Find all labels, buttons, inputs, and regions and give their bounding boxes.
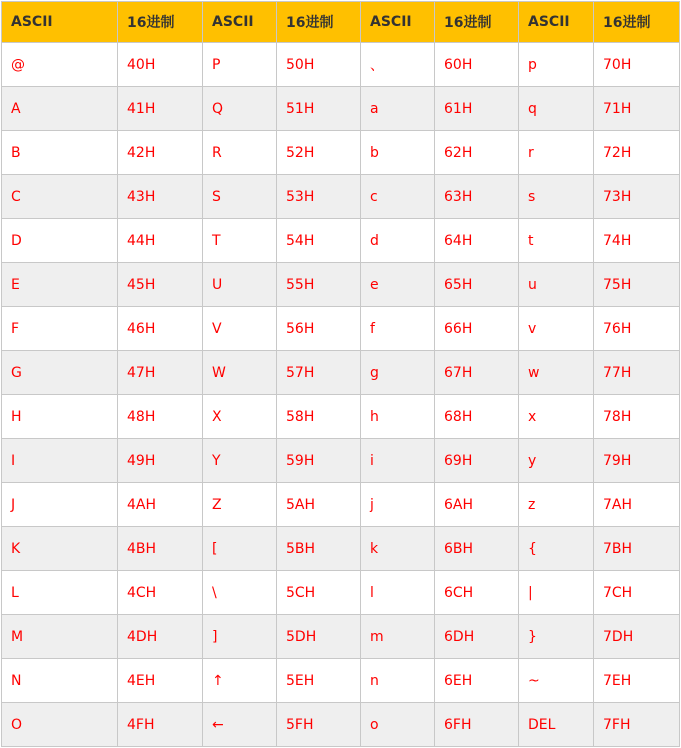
table-row bbox=[2, 263, 680, 307]
hex-code-cell: 44H bbox=[118, 219, 203, 263]
ascii-char-cell: f bbox=[361, 307, 435, 351]
hex-code-cell: 50H bbox=[277, 43, 361, 87]
ascii-char-cell: Z bbox=[203, 483, 277, 527]
ascii-char-cell: ← bbox=[203, 703, 277, 747]
hex-code-cell: 5DH bbox=[277, 615, 361, 659]
ascii-char-cell: DEL bbox=[519, 703, 594, 747]
ascii-char-cell: | bbox=[519, 571, 594, 615]
header-ascii: ASCII bbox=[361, 2, 435, 43]
ascii-char-cell: M bbox=[2, 615, 118, 659]
ascii-char-cell: x bbox=[519, 395, 594, 439]
ascii-char-cell: j bbox=[361, 483, 435, 527]
hex-code-cell: 60H bbox=[435, 43, 519, 87]
ascii-char-cell: ↑ bbox=[203, 659, 277, 703]
ascii-char-cell: m bbox=[361, 615, 435, 659]
ascii-char-cell: e bbox=[361, 263, 435, 307]
hex-code-cell: 5FH bbox=[277, 703, 361, 747]
table-row bbox=[2, 703, 680, 747]
table-row bbox=[2, 483, 680, 527]
ascii-char-cell: H bbox=[2, 395, 118, 439]
ascii-char-cell: @ bbox=[2, 43, 118, 87]
ascii-char-cell: E bbox=[2, 263, 118, 307]
ascii-char-cell: z bbox=[519, 483, 594, 527]
hex-code-cell: 43H bbox=[118, 175, 203, 219]
hex-code-cell: 6CH bbox=[435, 571, 519, 615]
ascii-char-cell: O bbox=[2, 703, 118, 747]
header-hex: 16进制 bbox=[118, 2, 203, 43]
header-ascii: ASCII bbox=[519, 2, 594, 43]
header-ascii: ASCII bbox=[2, 2, 118, 43]
ascii-hex-table bbox=[1, 1, 680, 747]
hex-code-cell: 57H bbox=[277, 351, 361, 395]
ascii-char-cell: a bbox=[361, 87, 435, 131]
ascii-char-cell: Q bbox=[203, 87, 277, 131]
hex-code-cell: 6AH bbox=[435, 483, 519, 527]
hex-code-cell: 68H bbox=[435, 395, 519, 439]
hex-code-cell: 66H bbox=[435, 307, 519, 351]
table-row bbox=[2, 351, 680, 395]
ascii-char-cell: F bbox=[2, 307, 118, 351]
ascii-char-cell: n bbox=[361, 659, 435, 703]
ascii-char-cell: r bbox=[519, 131, 594, 175]
hex-code-cell: 45H bbox=[118, 263, 203, 307]
ascii-char-cell: i bbox=[361, 439, 435, 483]
ascii-char-cell: Y bbox=[203, 439, 277, 483]
hex-code-cell: 4DH bbox=[118, 615, 203, 659]
hex-code-cell: 62H bbox=[435, 131, 519, 175]
ascii-char-cell: l bbox=[361, 571, 435, 615]
table-row bbox=[2, 307, 680, 351]
ascii-char-cell: N bbox=[2, 659, 118, 703]
hex-code-cell: 7FH bbox=[594, 703, 680, 747]
ascii-char-cell: I bbox=[2, 439, 118, 483]
table-header bbox=[2, 2, 680, 43]
ascii-char-cell: U bbox=[203, 263, 277, 307]
table-row bbox=[2, 439, 680, 483]
table-row bbox=[2, 43, 680, 87]
hex-code-cell: 64H bbox=[435, 219, 519, 263]
hex-code-cell: 72H bbox=[594, 131, 680, 175]
ascii-char-cell: g bbox=[361, 351, 435, 395]
hex-code-cell: 46H bbox=[118, 307, 203, 351]
table-row bbox=[2, 615, 680, 659]
hex-code-cell: 6DH bbox=[435, 615, 519, 659]
hex-code-cell: 7BH bbox=[594, 527, 680, 571]
ascii-char-cell: A bbox=[2, 87, 118, 131]
hex-code-cell: 5EH bbox=[277, 659, 361, 703]
ascii-char-cell: J bbox=[2, 483, 118, 527]
ascii-char-cell: k bbox=[361, 527, 435, 571]
ascii-char-cell: s bbox=[519, 175, 594, 219]
header-ascii: ASCII bbox=[203, 2, 277, 43]
ascii-char-cell: B bbox=[2, 131, 118, 175]
ascii-char-cell: 、 bbox=[361, 43, 435, 87]
ascii-char-cell: G bbox=[2, 351, 118, 395]
header-hex: 16进制 bbox=[435, 2, 519, 43]
hex-code-cell: 7CH bbox=[594, 571, 680, 615]
hex-code-cell: 4CH bbox=[118, 571, 203, 615]
hex-code-cell: 42H bbox=[118, 131, 203, 175]
ascii-char-cell: T bbox=[203, 219, 277, 263]
ascii-char-cell: L bbox=[2, 571, 118, 615]
ascii-char-cell: } bbox=[519, 615, 594, 659]
hex-code-cell: 67H bbox=[435, 351, 519, 395]
ascii-char-cell: q bbox=[519, 87, 594, 131]
ascii-char-cell: v bbox=[519, 307, 594, 351]
hex-code-cell: 7EH bbox=[594, 659, 680, 703]
ascii-char-cell: y bbox=[519, 439, 594, 483]
hex-code-cell: 6FH bbox=[435, 703, 519, 747]
ascii-char-cell: ~ bbox=[519, 659, 594, 703]
ascii-char-cell: R bbox=[203, 131, 277, 175]
ascii-char-cell: c bbox=[361, 175, 435, 219]
table-row bbox=[2, 395, 680, 439]
table-body bbox=[2, 43, 680, 747]
hex-code-cell: 75H bbox=[594, 263, 680, 307]
hex-code-cell: 73H bbox=[594, 175, 680, 219]
hex-code-cell: 48H bbox=[118, 395, 203, 439]
ascii-char-cell: d bbox=[361, 219, 435, 263]
hex-code-cell: 4AH bbox=[118, 483, 203, 527]
hex-code-cell: 74H bbox=[594, 219, 680, 263]
hex-code-cell: 6EH bbox=[435, 659, 519, 703]
ascii-char-cell: p bbox=[519, 43, 594, 87]
hex-code-cell: 51H bbox=[277, 87, 361, 131]
ascii-char-cell: W bbox=[203, 351, 277, 395]
hex-code-cell: 49H bbox=[118, 439, 203, 483]
hex-code-cell: 54H bbox=[277, 219, 361, 263]
hex-code-cell: 59H bbox=[277, 439, 361, 483]
ascii-char-cell: t bbox=[519, 219, 594, 263]
ascii-char-cell: D bbox=[2, 219, 118, 263]
hex-code-cell: 76H bbox=[594, 307, 680, 351]
hex-code-cell: 69H bbox=[435, 439, 519, 483]
ascii-char-cell: u bbox=[519, 263, 594, 307]
hex-code-cell: 56H bbox=[277, 307, 361, 351]
table-row bbox=[2, 571, 680, 615]
ascii-char-cell: o bbox=[361, 703, 435, 747]
ascii-char-cell: { bbox=[519, 527, 594, 571]
ascii-char-cell: ] bbox=[203, 615, 277, 659]
ascii-char-cell: C bbox=[2, 175, 118, 219]
ascii-char-cell: S bbox=[203, 175, 277, 219]
hex-code-cell: 5BH bbox=[277, 527, 361, 571]
hex-code-cell: 65H bbox=[435, 263, 519, 307]
hex-code-cell: 70H bbox=[594, 43, 680, 87]
hex-code-cell: 4FH bbox=[118, 703, 203, 747]
hex-code-cell: 47H bbox=[118, 351, 203, 395]
hex-code-cell: 52H bbox=[277, 131, 361, 175]
table-row bbox=[2, 219, 680, 263]
hex-code-cell: 4BH bbox=[118, 527, 203, 571]
ascii-char-cell: w bbox=[519, 351, 594, 395]
table-row bbox=[2, 527, 680, 571]
ascii-char-cell: K bbox=[2, 527, 118, 571]
hex-code-cell: 61H bbox=[435, 87, 519, 131]
header-hex: 16进制 bbox=[594, 2, 680, 43]
table-row bbox=[2, 175, 680, 219]
ascii-char-cell: [ bbox=[203, 527, 277, 571]
hex-code-cell: 41H bbox=[118, 87, 203, 131]
hex-code-cell: 5CH bbox=[277, 571, 361, 615]
table-row bbox=[2, 131, 680, 175]
hex-code-cell: 6BH bbox=[435, 527, 519, 571]
hex-code-cell: 40H bbox=[118, 43, 203, 87]
hex-code-cell: 63H bbox=[435, 175, 519, 219]
hex-code-cell: 7AH bbox=[594, 483, 680, 527]
ascii-char-cell: V bbox=[203, 307, 277, 351]
ascii-char-cell: X bbox=[203, 395, 277, 439]
ascii-char-cell: \ bbox=[203, 571, 277, 615]
hex-code-cell: 55H bbox=[277, 263, 361, 307]
hex-code-cell: 78H bbox=[594, 395, 680, 439]
header-hex: 16进制 bbox=[277, 2, 361, 43]
hex-code-cell: 71H bbox=[594, 87, 680, 131]
hex-code-cell: 7DH bbox=[594, 615, 680, 659]
hex-code-cell: 77H bbox=[594, 351, 680, 395]
hex-code-cell: 4EH bbox=[118, 659, 203, 703]
ascii-char-cell: P bbox=[203, 43, 277, 87]
ascii-char-cell: h bbox=[361, 395, 435, 439]
header-row bbox=[2, 2, 680, 43]
hex-code-cell: 53H bbox=[277, 175, 361, 219]
ascii-char-cell: b bbox=[361, 131, 435, 175]
table-row bbox=[2, 659, 680, 703]
table-row bbox=[2, 87, 680, 131]
hex-code-cell: 58H bbox=[277, 395, 361, 439]
hex-code-cell: 79H bbox=[594, 439, 680, 483]
hex-code-cell: 5AH bbox=[277, 483, 361, 527]
